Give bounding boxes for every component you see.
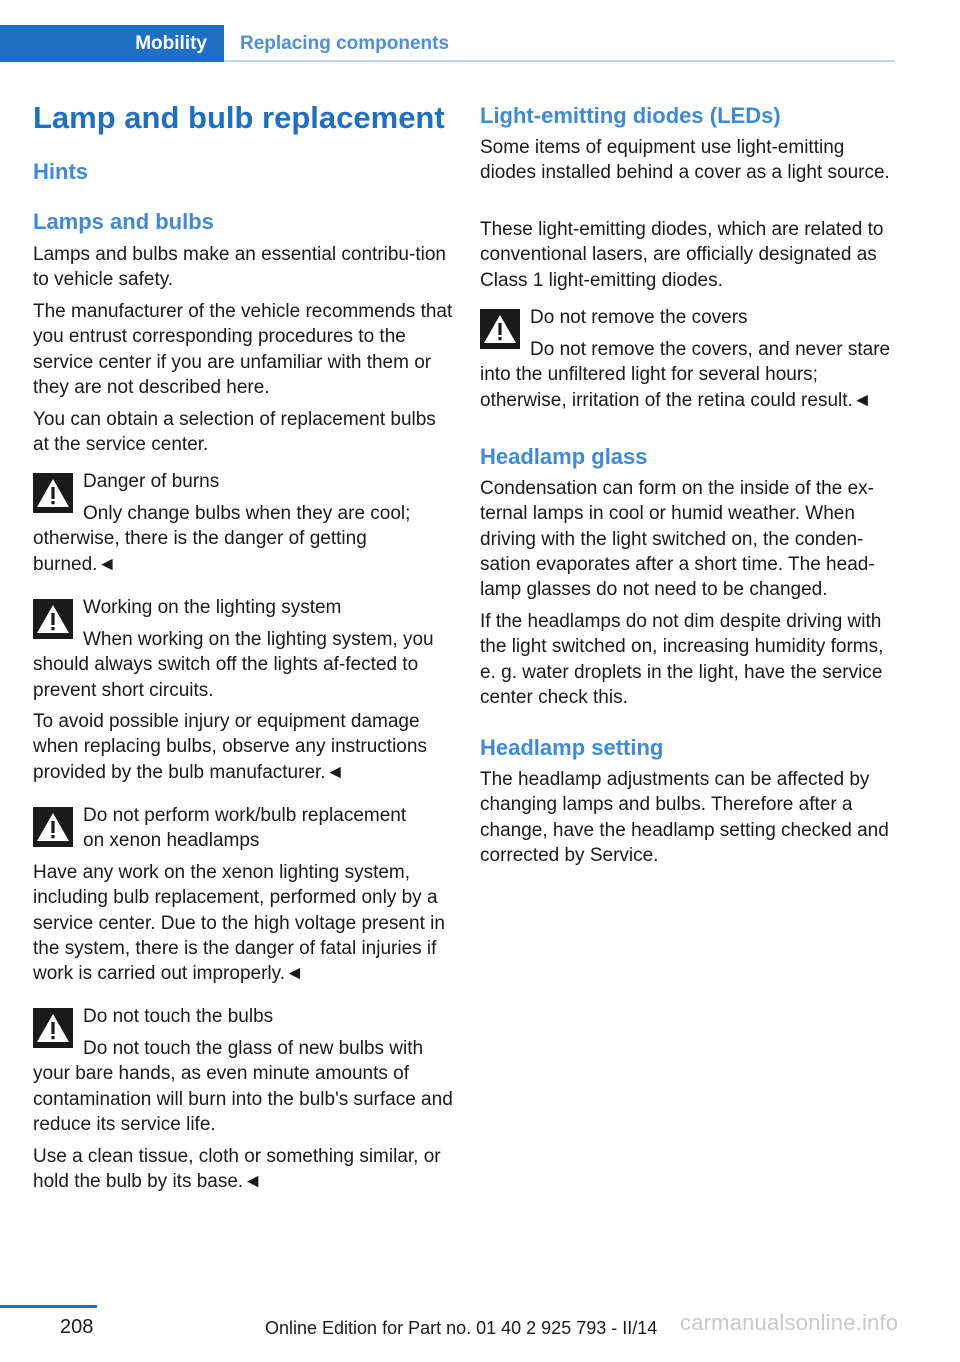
paragraph-clean-tissue: Use a clean tissue, cloth or something similar, or hold the bulb by its base.◄: [33, 1146, 441, 1193]
page-number-divider: [0, 1305, 97, 1308]
warning-xenon-title-line1: Do not perform work/bulb replacement: [83, 805, 407, 826]
warning-lighting-text: When working on the lighting system, you should always switch off the lights af-fected to prevent short circuits.: [33, 629, 434, 701]
paragraph-headlamp-setting: The headlamp adjustments can be affected by changing lamps and bulbs. Therefore after a change, have the headlamp setting checked and corrected by Service.: [480, 769, 889, 866]
warning-xenon-body: Have any work on the xenon lighting system, including bulb replacement, performed only by a service center. Due to the high voltage present in the system, there is the danger of fatal injuries if work is carried out improperly.◄: [33, 862, 445, 985]
warning-burns-title: Danger of burns: [83, 471, 220, 492]
headlamp-setting-heading: Headlamp setting: [480, 735, 664, 760]
paragraph-manufacturer: The manufacturer of the vehicle recommends that you entrust corresponding procedures to the service center if you are unfamiliar with them or they are not described here.: [33, 301, 453, 398]
warning-bulbs-text: Do not touch the glass of new bulbs with your bare hands, as even minute amounts of contamination will burn into the bulb's surface and reduce its service life.: [33, 1038, 453, 1135]
paragraph-led-class: These light-emitting diodes, which are related to conventional lasers, are officially designated as Class 1 light-emitting diodes.: [480, 219, 884, 291]
tab-mobility[interactable]: Mobility: [0, 25, 224, 62]
paragraph-replacement-bulbs: You can obtain a selection of replacement bulbs at the service center.: [33, 409, 436, 456]
edition-text: Online Edition for Part no. 01 40 2 925 793 - II/14: [265, 1318, 658, 1338]
paragraph-condensation: Condensation can form on the inside of the ex-ternal lamps in cool or humid weather. When driving with the light switched on, the conden-sation evaporates after a short time. The head-lamp glasses do not need to be changed.: [480, 478, 875, 601]
warning-lighting-title: Working on the lighting system: [83, 597, 342, 618]
led-heading: Light-emitting diodes (LEDs): [480, 103, 781, 128]
headlamp-glass-heading: Headlamp glass: [480, 444, 648, 469]
section-hints-heading: Hints: [33, 159, 88, 184]
warning-covers-title: Do not remove the covers: [530, 307, 748, 328]
warning-lighting-body: [33, 627, 453, 703]
lamps-bulbs-heading: Lamps and bulbs: [33, 209, 214, 234]
warning-burns-text: Only change bulbs when they are cool; otherwise, there is the danger of getting burned.◄: [33, 503, 411, 575]
warning-covers-text: Do not remove the covers, and never stare into the unfiltered light for several hours; otherwise, irritation of the retina could result.◄: [480, 339, 891, 411]
warning-xenon-title-line2: on xenon headlamps: [83, 830, 260, 851]
warning-bulbs-body: [33, 1036, 453, 1137]
warning-triangle-icon: [33, 807, 73, 847]
paragraph-lamps-safety: Lamps and bulbs make an essential contribu-tion to vehicle safety.: [33, 244, 446, 291]
warning-bulbs-title: Do not touch the bulbs: [83, 1006, 274, 1027]
warning-burns-body: [33, 501, 453, 577]
page-number: 208: [60, 1316, 94, 1338]
paragraph-led-intro: Some items of equipment use light-emitting diodes installed behind a cover as a light source.: [480, 137, 890, 184]
page-title: Lamp and bulb replacement: [33, 100, 445, 135]
watermark: carmanualsonline.info: [680, 1310, 899, 1335]
warning-covers-body: [480, 337, 900, 413]
paragraph-humidity: If the headlamps do not dim despite driving with the light switched on, increasing humidity forms, e. g. water droplets in the light, have the service center check this.: [480, 611, 884, 708]
paragraph-injury-damage: To avoid possible injury or equipment damage when replacing bulbs, observe any instructions provided by the bulb manufacturer.◄: [33, 711, 427, 783]
tab-replacing-components[interactable]: Replacing components: [240, 32, 450, 54]
